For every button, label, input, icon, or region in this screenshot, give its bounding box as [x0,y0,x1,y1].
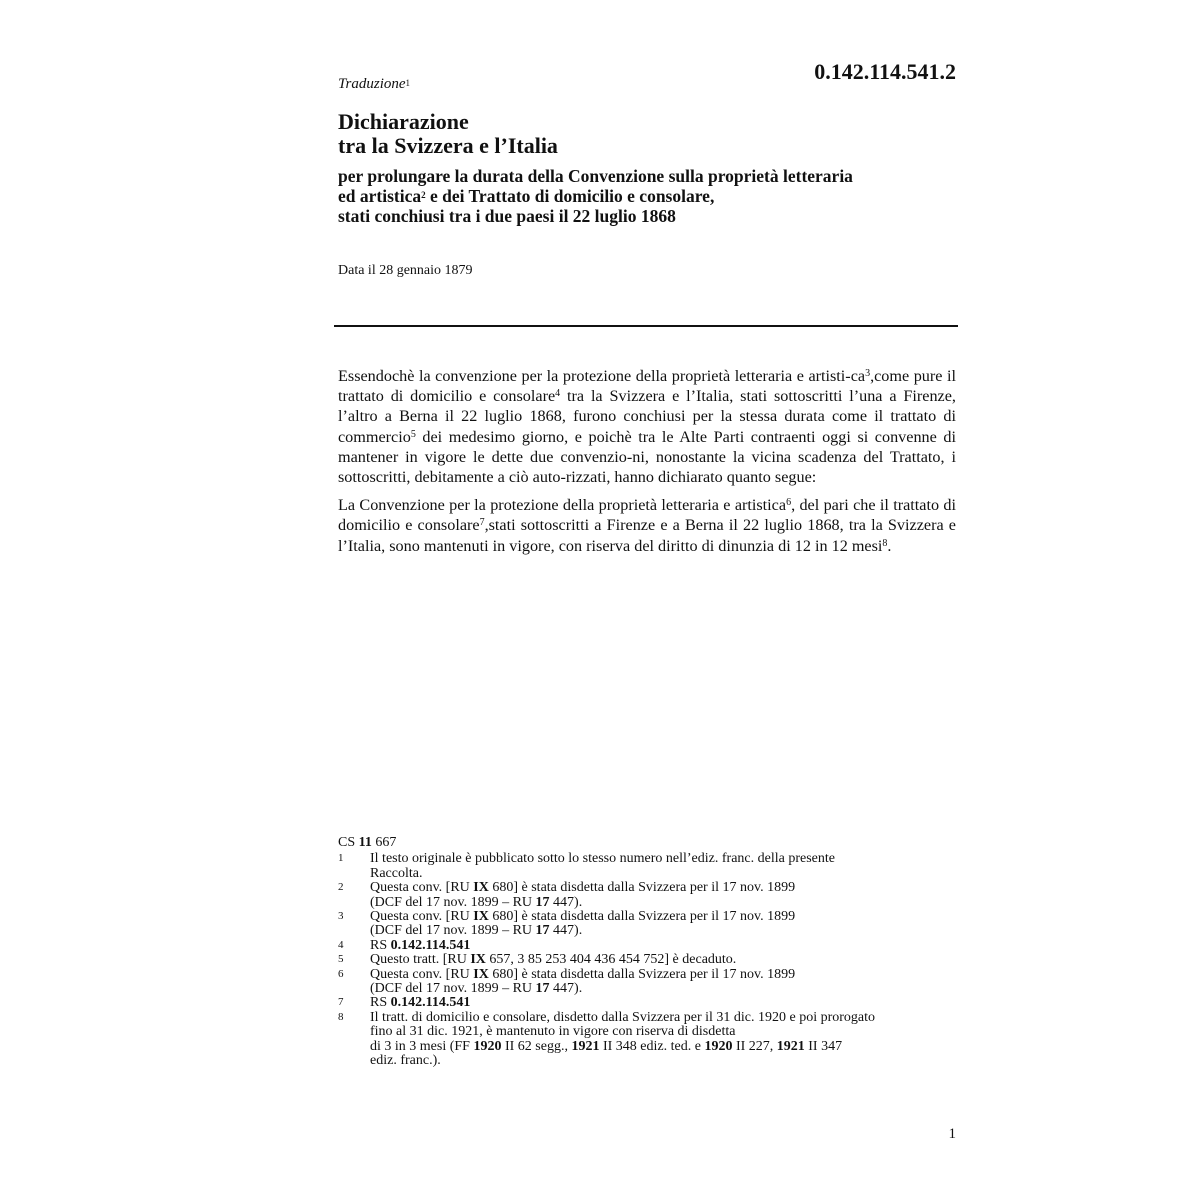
footnote-number: 1 [338,852,344,865]
footnote: 5 Questo tratt. [RU IX 657, 3 85 253 404 436 454 752] è decaduto. [338,952,737,968]
document-subtitle [338,166,958,226]
header-divider [334,325,958,327]
cs-reference: CS 11 667 [338,835,397,850]
footnote: 1 Il testo originale è pubblicato sotto lo stesso numero nell’ediz. franc. della presente Raccolta. [338,851,835,881]
footnote: 6 Questa conv. [RU IX 680] è stata disdetta dalla Svizzera per il 17 nov. 1899 (DCF del 17 nov. 1899 – RU 17 447). [338,966,796,997]
title-line: Dichiarazione [338,109,469,134]
footnote-ref: 2 [421,190,426,200]
footnote-number: 2 [338,881,344,894]
footnote: 3 Questa conv. [RU IX 680] è stata disdetta dalla Svizzera per il 17 nov. 1899 (DCF del 17 nov. 1899 – RU 17 447). [338,909,796,939]
footnote: 4 RS 0.142.114.541 [338,937,471,953]
footnote-number: 6 [338,967,344,980]
footnote-ref: 5 [410,428,416,440]
subtitle-line: stati conchiusi tra i due paesi il 22 luglio 1868 [338,206,676,226]
footnote-number: 5 [338,953,344,966]
footnote-ref: 6 [786,497,792,509]
subtitle-line: per prolungare la durata della Convenzione sulla proprietà letteraria [338,166,853,186]
page-number: 1 [948,1126,956,1142]
translation-label: Traduzione$^1$ [338,76,411,92]
footnote-ref: 4 [555,388,561,400]
footnote-number: 3 [338,910,344,923]
subtitle-line: ed artistica$^2$ e dei Trattato di domicilio e consolare, [338,186,715,206]
body-paragraph: La Convenzione per la protezione della proprietà letteraria e artistica$^6$, del pari che il trattato di domicilio e consolare$^7$,stati sottoscritti a Firenze e a Berna il 22 luglio 1868, tra la Svizzera e l’Italia, sono mantenuti in vigore, con riserva del diritto di dinunzia di 12 in 12 mesi$^8$. [338,496,957,555]
document-title [338,110,958,158]
footnote-number: 7 [338,996,344,1009]
footnote-ref: 3 [865,368,871,379]
footnote-number: 8 [338,1010,344,1023]
title-line: tra la Svizzera e l’Italia [338,133,558,158]
footnote: 7 RS 0.142.114.541 [338,995,471,1011]
document-body [338,366,956,564]
footnote: 8 Il tratt. di domicilio e consolare, disdetto dalla Svizzera per il 31 dic. 1920 e poi prorogato fino al 31 dic. 1921, è mantenuto in vigore con riserva di disdetta di 3 in 3 mesi (FF 1920 II 62 segg., 1921 II 348 ediz. ted. e 1920 II 227, 1921 II 347 ediz. franc.). [338,1009,876,1069]
footnote-ref: 1 [405,78,411,88]
footnote: 2 Questa conv. [RU IX 680] è stata disdetta dalla Svizzera per il 17 nov. 1899 (DCF del 17 nov. 1899 – RU 17 447). [338,880,796,910]
footnotes [338,836,958,1069]
footnote-number: 4 [338,938,344,951]
document-date: Data il 28 gennaio 1879 [338,263,473,278]
footnote-ref: 8 [882,537,888,549]
sr-number: 0.142.114.541.2 [814,59,956,84]
footnote-ref: 7 [479,517,485,529]
body-paragraph: Essendochè la convenzione per la protezione della proprietà letteraria e artisti-$ca^3,come$ pure il trattato di domicilio e consolare$^4$ tra la Svizzera e l’Italia, stati sottoscritti l’una a Firenze, l’altro a Berna il 22 luglio 1868, furono conchiusi per la stessa durata come il trattato di commercio$^5$ dei medesimo giorno, e poichè tra le Alte Parti contraenti oggi si convenne di mantener in vigore le dette due convenzio-ni, nonostante la vicina scadenza del Trattato, i sottoscritti, debitamente a ciò auto-rizzati, hanno dichiarato quanto segue: [338,367,956,487]
